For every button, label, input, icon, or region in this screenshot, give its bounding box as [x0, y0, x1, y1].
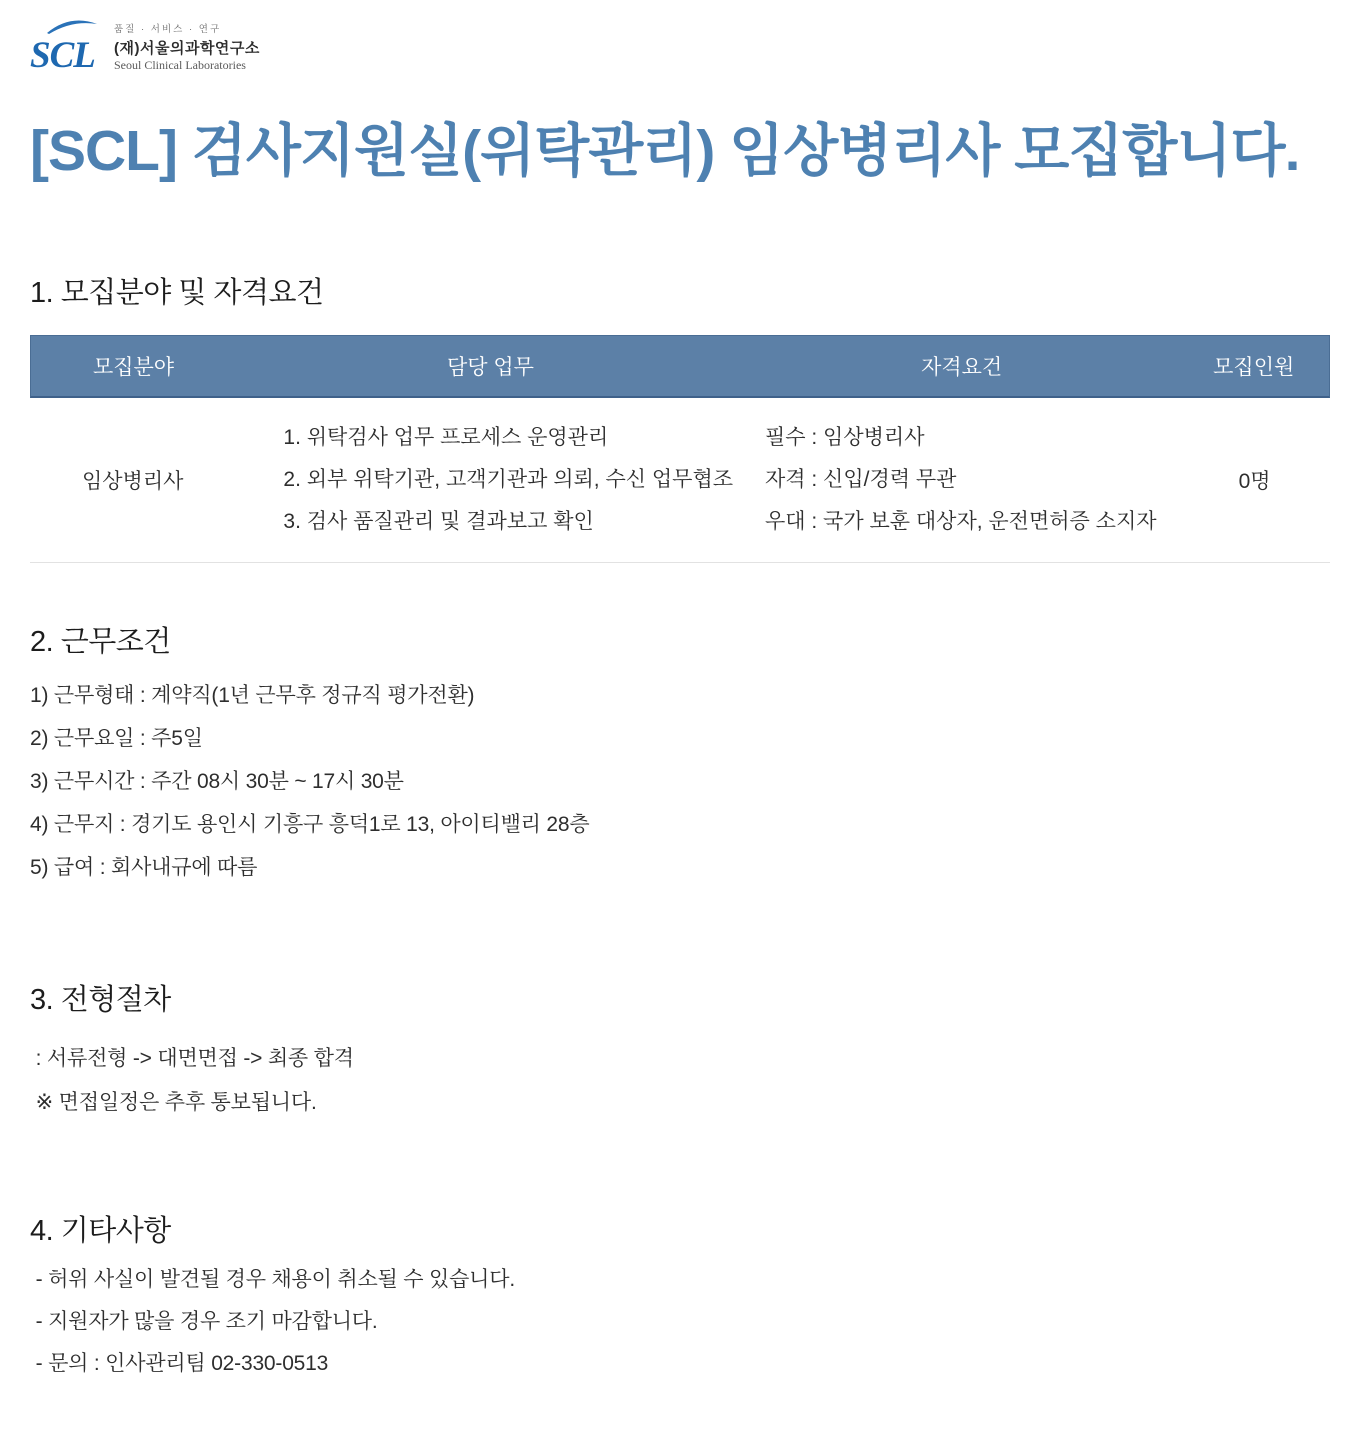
page-title: [SCL] 검사지원실(위탁관리) 임상병리사 모집합니다.	[30, 119, 1300, 183]
header-cell-duties: 담당 업무	[446, 356, 534, 380]
requirement-line: 우대 : 국가 보훈 대상자, 운전면허증 소지자	[764, 510, 1157, 534]
work-conditions-list	[30, 674, 1330, 889]
recruit-table	[30, 335, 1330, 563]
logo-org-name-kr: (재)서울의과학연구소	[114, 40, 260, 57]
logo-tagline: 품질 · 서비스 · 연구	[114, 24, 222, 35]
swoosh-icon	[46, 18, 98, 34]
cell-duties	[235, 417, 745, 543]
misc-item: - 허위 사실이 발견될 경우 채용이 취소될 수 있습니다.	[30, 1268, 515, 1292]
interview-schedule-note: ※ 면접일정은 추후 통보됩니다.	[30, 1091, 317, 1115]
table-body-row	[30, 398, 1330, 563]
misc-item: - 지원자가 많을 경우 조기 마감합니다.	[30, 1310, 378, 1334]
work-condition-item: 1) 근무형태 : 계약직(1년 근무후 정규직 평가전환)	[30, 684, 475, 708]
misc-notes-list	[30, 1259, 1330, 1385]
misc-item: - 문의 : 인사관리팀 02-330-0513	[30, 1352, 329, 1376]
duty-line: 3. 검사 품질관리 및 결과보고 확인	[283, 510, 594, 534]
section-3-heading: 3. 전형절차	[30, 984, 171, 1017]
requirement-line: 자격 : 신입/경력 무관	[764, 468, 957, 492]
requirement-line: 필수 : 임상병리사	[764, 426, 925, 450]
scl-logo-mark	[30, 18, 102, 74]
table-header-row	[30, 335, 1330, 398]
work-condition-item: 2) 근무요일 : 주5일	[30, 727, 203, 751]
header-cell-headcount: 모집인원	[1213, 356, 1295, 380]
work-condition-item: 5) 급여 : 회사내규에 따름	[30, 856, 258, 880]
header-cell-field: 모집분야	[92, 356, 175, 380]
cell-requirements	[745, 417, 1179, 543]
work-condition-item: 3) 근무시간 : 주간 08시 30분 ~ 17시 30분	[30, 770, 404, 794]
scl-wordmark: SCL	[30, 35, 95, 76]
logo-org-name-en: Seoul Clinical Laboratories	[114, 58, 246, 72]
duty-line: 1. 위탁검사 업무 프로세스 운영관리	[283, 426, 609, 450]
cell-headcount: 0명	[1238, 470, 1271, 494]
selection-process-line: : 서류전형 -> 대면면접 -> 최종 합격	[30, 1047, 354, 1071]
section-1-heading: 1. 모집분야 및 자격요건	[30, 277, 324, 310]
section-2-heading: 2. 근무조건	[30, 626, 171, 659]
duty-line: 2. 외부 위탁기관, 고객기관과 의뢰, 수신 업무협조	[283, 468, 734, 492]
cell-field: 임상병리사	[81, 470, 184, 494]
header-cell-requirements: 자격요건	[921, 356, 1003, 380]
section-4-heading: 4. 기타사항	[30, 1215, 171, 1248]
company-logo	[30, 16, 1330, 74]
work-condition-item: 4) 근무지 : 경기도 용인시 기흥구 흥덕1로 13, 아이티밸리 28층	[30, 813, 590, 837]
logo-text-block	[114, 21, 260, 74]
